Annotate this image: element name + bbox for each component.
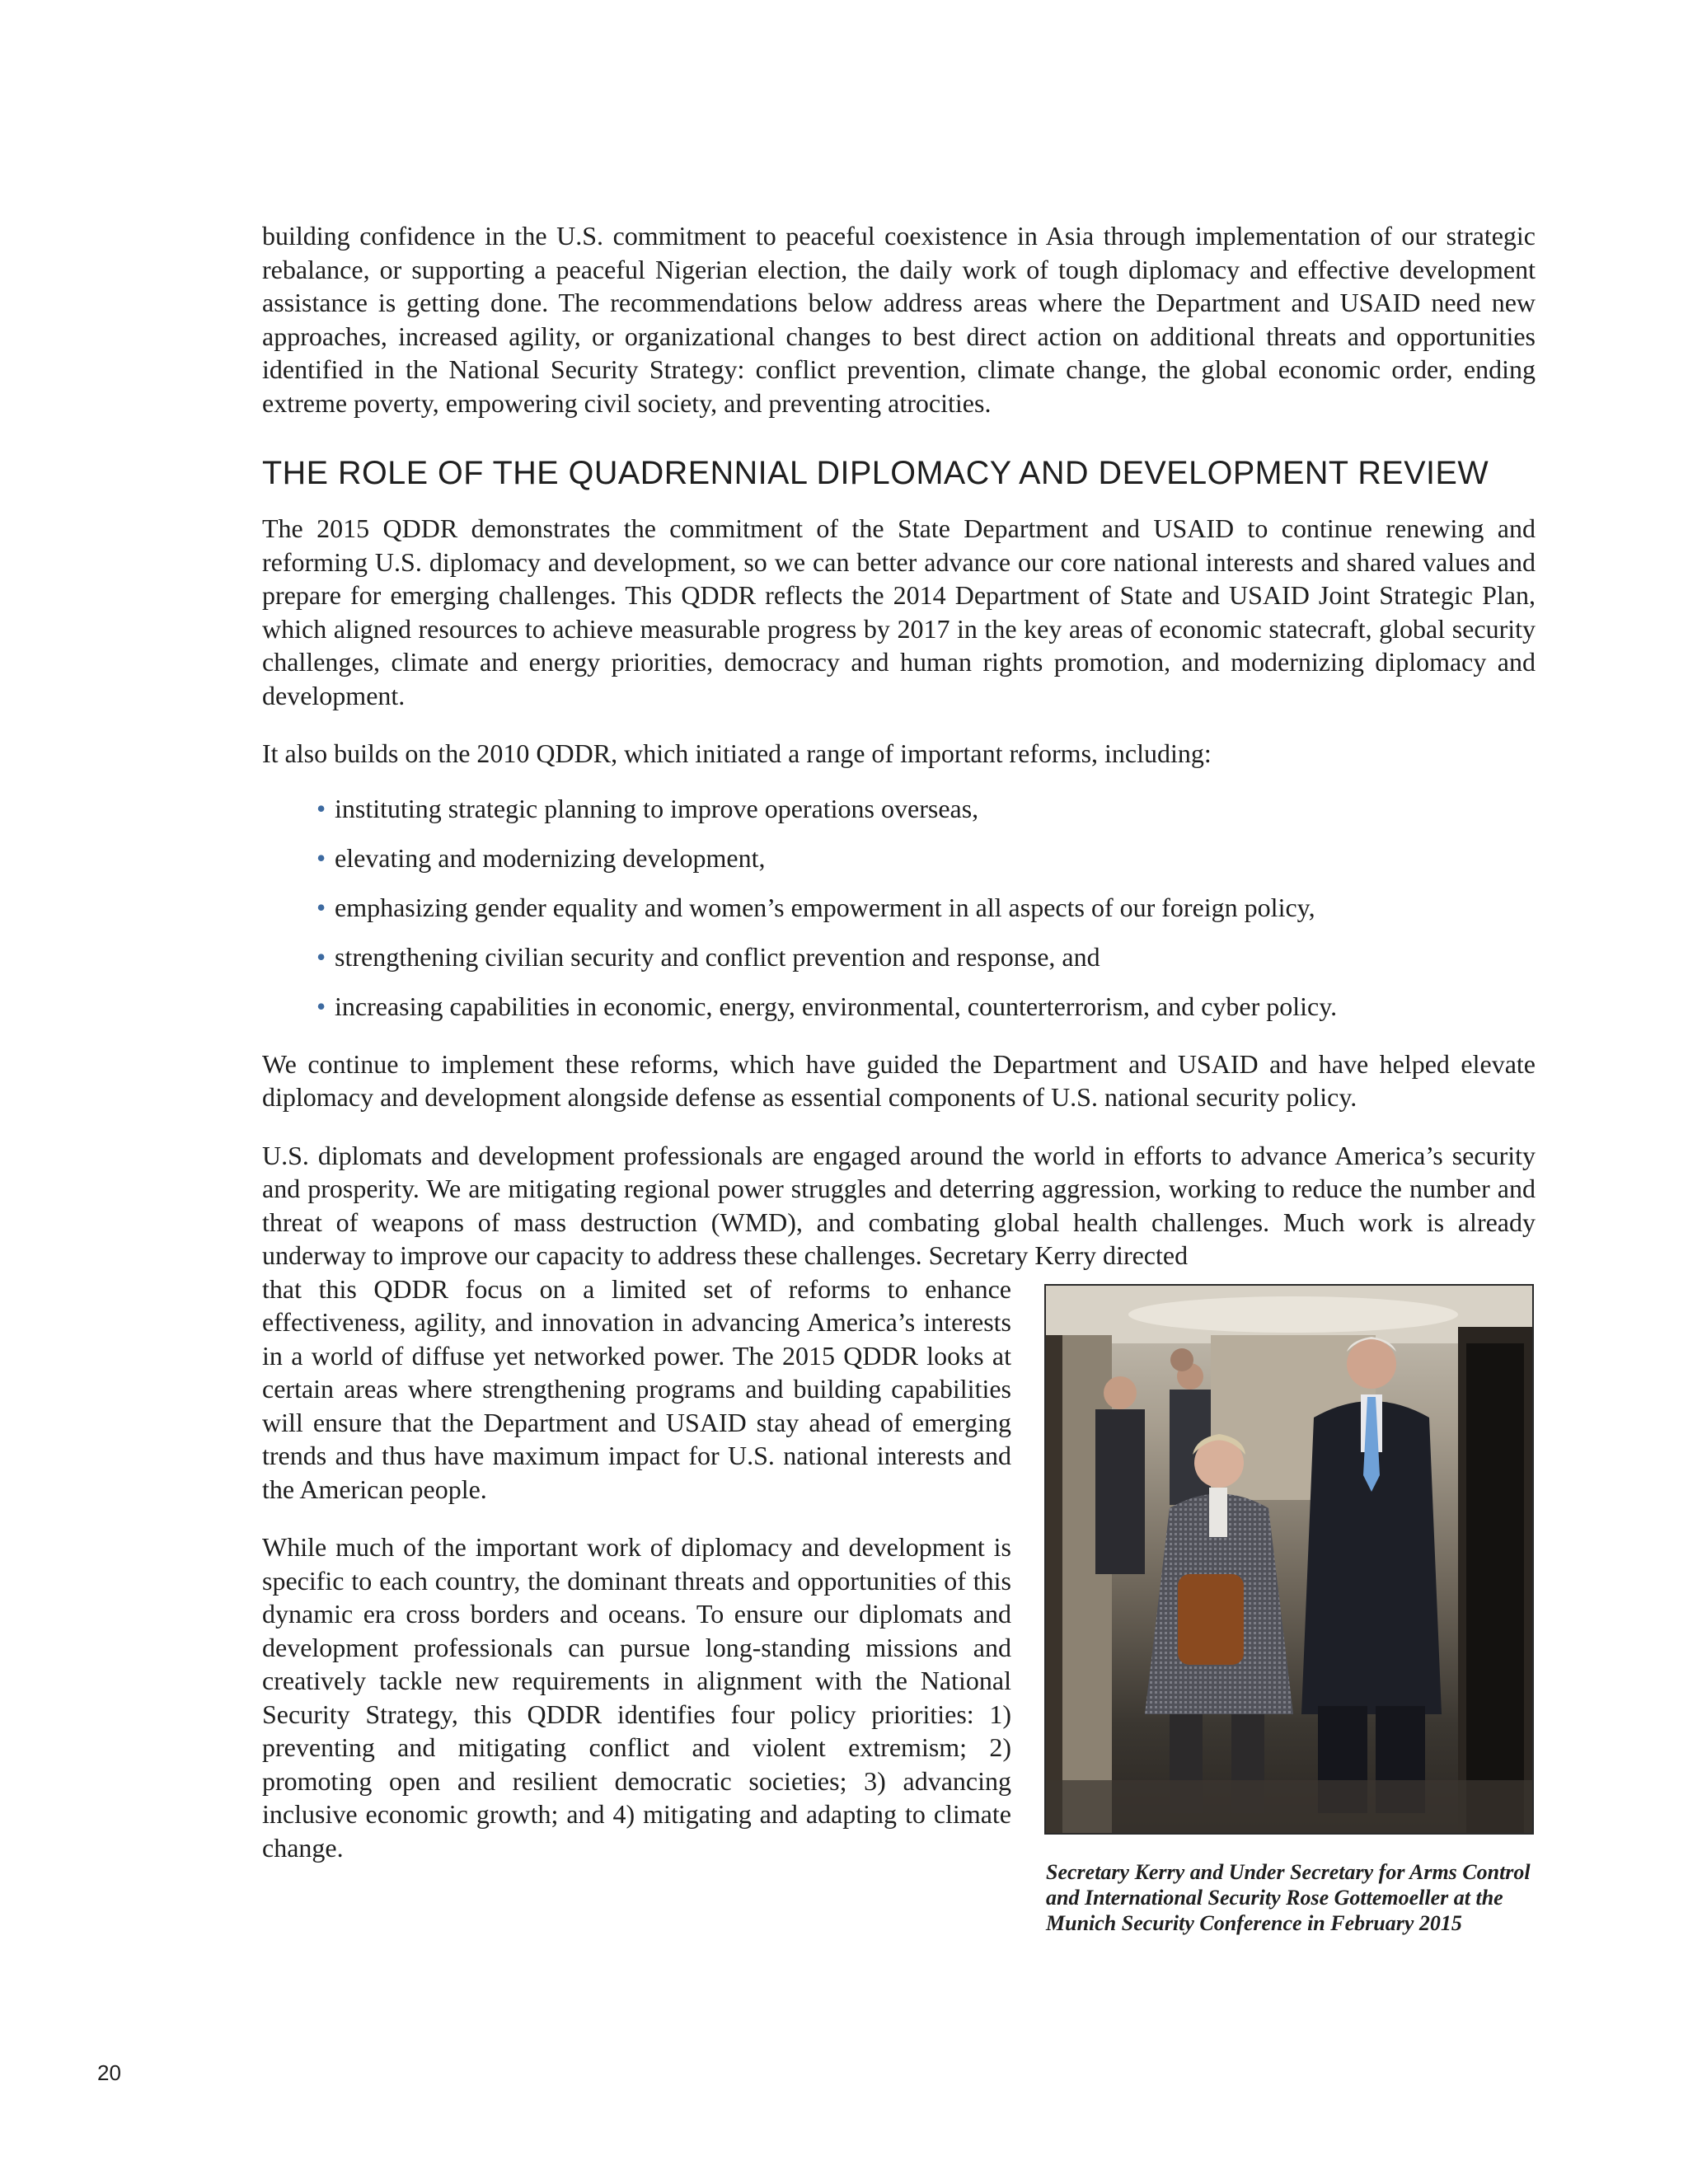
paragraph-qddr-commitment: The 2015 QDDR demonstrates the commitment of the State Department and USAID to continue renewing and reforming U.S. diplomacy and development, so we can better advance our core national interests and shared values and prepare for emerging challenges. This QDDR reflects the 2014 Department of State and USAID Joint Strategic Plan, which aligned resources to achieve measurable progress by 2017 in the key areas of economic statecraft, global security challenges, climate and energy priorities, democracy and human rights promotion, and modernizing diplomacy and development.	[262, 513, 1536, 710]
bullet-icon: •	[316, 941, 326, 972]
reforms-list	[262, 792, 1536, 1023]
list-item	[316, 792, 1536, 825]
photo	[1044, 1284, 1534, 1835]
paragraph-2010-qddr: It also builds on the 2010 QDDR, which initiated a range of important reforms, including:	[262, 738, 1212, 768]
list-item-text: emphasizing gender equality and women’s empowerment in all aspects of our foreign policy,	[335, 892, 1315, 922]
list-item	[316, 940, 1536, 973]
photo-illustration	[1046, 1286, 1532, 1833]
section-heading: THE ROLE OF THE QUADRENNIAL DIPLOMACY AND DEVELOPMENT REVIEW	[262, 455, 1489, 491]
bullet-icon: •	[316, 892, 326, 922]
bullet-icon: •	[316, 793, 326, 823]
list-item-text: instituting strategic planning to improve operations overseas,	[335, 793, 979, 823]
intro-paragraph: building confidence in the U.S. commitment to peaceful coexistence in Asia through implementation of our strategic rebalance, or supporting a peaceful Nigerian election, the daily work of tough diplomacy and effective development assistance is getting done. The recommendations below address areas where the Department and USAID need new approaches, increased agility, or organizational changes to best direct action on additional threats and opportunities identified in the National Security Strategy: conflict prevention, climate change, the global economic order, ending extreme poverty, empowering civil society, and preventing atrocities.	[262, 221, 1536, 418]
paragraph-diplomats-engaged: U.S. diplomats and development professionals are engaged around the world in efforts to advance America’s security and prosperity. We are mitigating regional power struggles and deterring aggression, working to reduce the number and threat of weapons of mass destruction (WMD), and combating global health challenges. Much work is already underway to improve our capacity to address these challenges. Secretary Kerry directed	[262, 1140, 1536, 1270]
bullet-icon: •	[316, 991, 326, 1021]
list-item	[316, 841, 1536, 874]
paragraph-continue-reforms: We continue to implement these reforms, which have guided the Department and USAID and have helped elevate diplomacy and development alongside defense as essential components of U.S. national security policy.	[262, 1048, 1536, 1112]
paragraph-focused-reforms: that this QDDR focus on a limited set of reforms to enhance effectiveness, agility, and innovation in advancing America’s interests in a world of diffuse yet networked power. The 2015 QDDR looks at certain areas where strengthening programs and building capabilities will ensure that the Department and USAID stay ahead of emerging trends and thus have maximum impact for U.S. national interests and the American people.	[262, 1273, 1011, 1504]
photo-caption: Secretary Kerry and Under Secretary for Arms Control and International Security Rose Gottemoeller at the Munich Security Conference in February 2015	[1046, 1859, 1531, 1935]
bullet-icon: •	[316, 842, 326, 873]
list-item-text: increasing capabilities in economic, energy, environmental, counterterrorism, and cyber policy.	[335, 991, 1338, 1021]
paragraph-policy-priorities: While much of the important work of diplomacy and development is specific to each country, the dominant threats and opportunities of this dynamic era cross borders and oceans. To ensure our diplomats and development professionals can pursue long-standing missions and creatively tackle new requirements in alignment with the National Security Strategy, this QDDR identifies four policy priorities: 1) preventing and mitigating conflict and violent extremism; 2) promoting open and resilient democratic societies; 3) advancing inclusive economic growth; and 4) mitigating and adapting to climate change.	[262, 1532, 1011, 1863]
page-number: 20	[97, 2060, 121, 2085]
list-item-text: strengthening civilian security and conflict prevention and response, and	[335, 941, 1100, 972]
page-content	[262, 219, 1536, 1944]
list-item	[316, 891, 1536, 924]
list-item	[316, 990, 1536, 1023]
photo-figure	[1044, 1284, 1536, 1936]
list-item-text: elevating and modernizing development,	[335, 842, 766, 873]
